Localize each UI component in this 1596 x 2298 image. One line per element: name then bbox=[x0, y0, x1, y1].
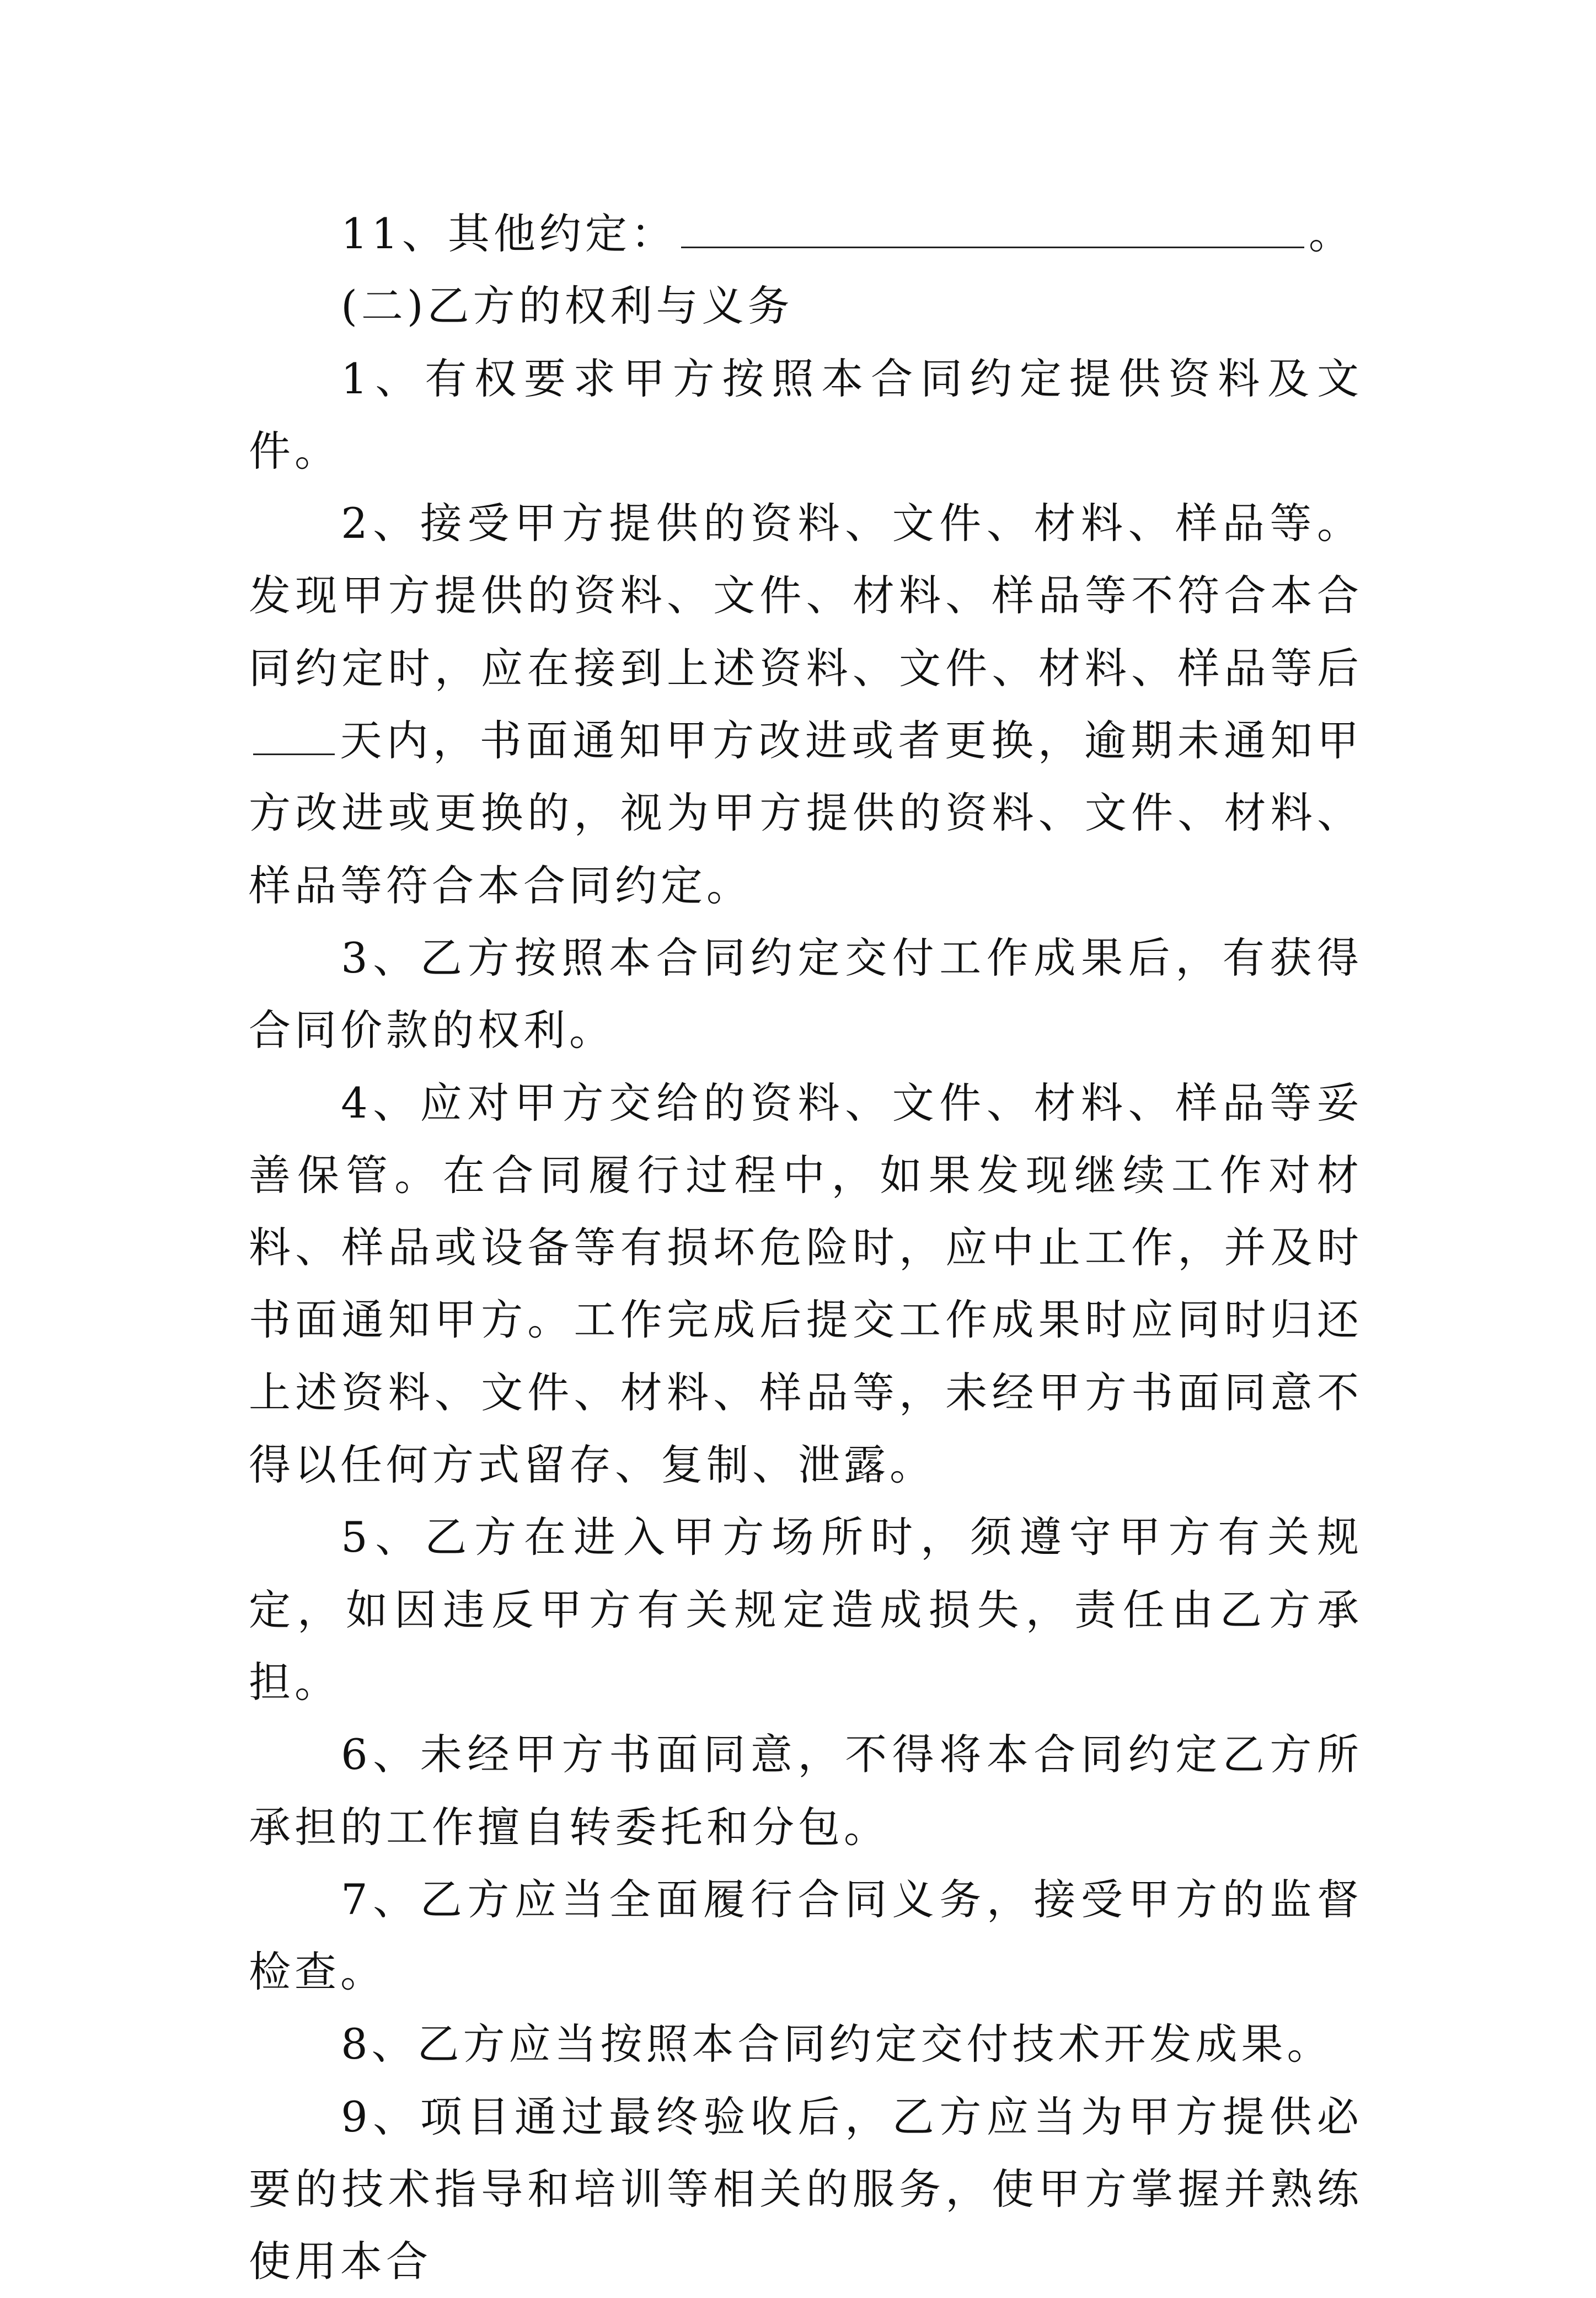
clause-4: 4、应对甲方交给的资料、文件、材料、样品等妥善保管。在合同履行过程中，如果发现继续工作对材料、样品或设备等有损坏危险时，应中止工作，并及时书面通知甲方。工作完成后提交工作成果时应同时归还上述资料、文件、材料、样品等，未经甲方书面同意不得以任何方式留存、复制、泄露。 bbox=[249, 1078, 1363, 1490]
clause-7: 7、乙方应当全面履行合同义务，接受甲方的监督检查。 bbox=[249, 1874, 1363, 1997]
clause-2-text-after-blank: 天内，书面通知甲方改进或者更换，逾期未通知甲方改进或更换的，视为甲方提供的资料、文件、材料、样品等符合本合同约定。 bbox=[249, 716, 1363, 910]
clause-8: 8、乙方应当按照本合同约定交付技术开发成果。 bbox=[341, 2019, 1333, 2069]
clause-6: 6、未经甲方书面同意，不得将本合同约定乙方所承担的工作擅自转委托和分包。 bbox=[249, 1730, 1363, 1852]
clause-2-text-before-blank: 2、接受甲方提供的资料、文件、材料、样品等。发现甲方提供的资料、文件、材料、样品等不符合本合同约定时，应在接到上述资料、文件、材料、样品等后 bbox=[249, 499, 1363, 693]
clause-11-prefix: 11、其他约定： bbox=[341, 209, 677, 258]
clause-11-suffix: 。 bbox=[1308, 209, 1354, 258]
fill-in-blank-days[interactable] bbox=[253, 714, 335, 755]
contract-text bbox=[249, 197, 1363, 2298]
clause-1: 1、有权要求甲方按照本合同约定提供资料及文件。 bbox=[249, 354, 1363, 475]
clause-5: 5、乙方在进入甲方场所时，须遵守甲方有关规定，如因违反甲方有关规定造成损失，责任由乙方承担。 bbox=[249, 1513, 1363, 1707]
fill-in-blank-other-agreements[interactable] bbox=[681, 207, 1304, 248]
clause-2 bbox=[249, 487, 1363, 922]
clause-9: 9、项目通过最终验收后，乙方应当为甲方提供必要的技术指导和培训等相关的服务，使甲方掌握并熟练使用本合 bbox=[249, 2092, 1363, 2286]
clause-3: 3、乙方按照本合同约定交付工作成果后，有获得合同价款的权利。 bbox=[249, 933, 1363, 1055]
clause-11-other-agreements bbox=[249, 197, 1363, 270]
section-heading-party-b-rights-obligations: (二)乙方的权利与义务 bbox=[341, 281, 794, 331]
